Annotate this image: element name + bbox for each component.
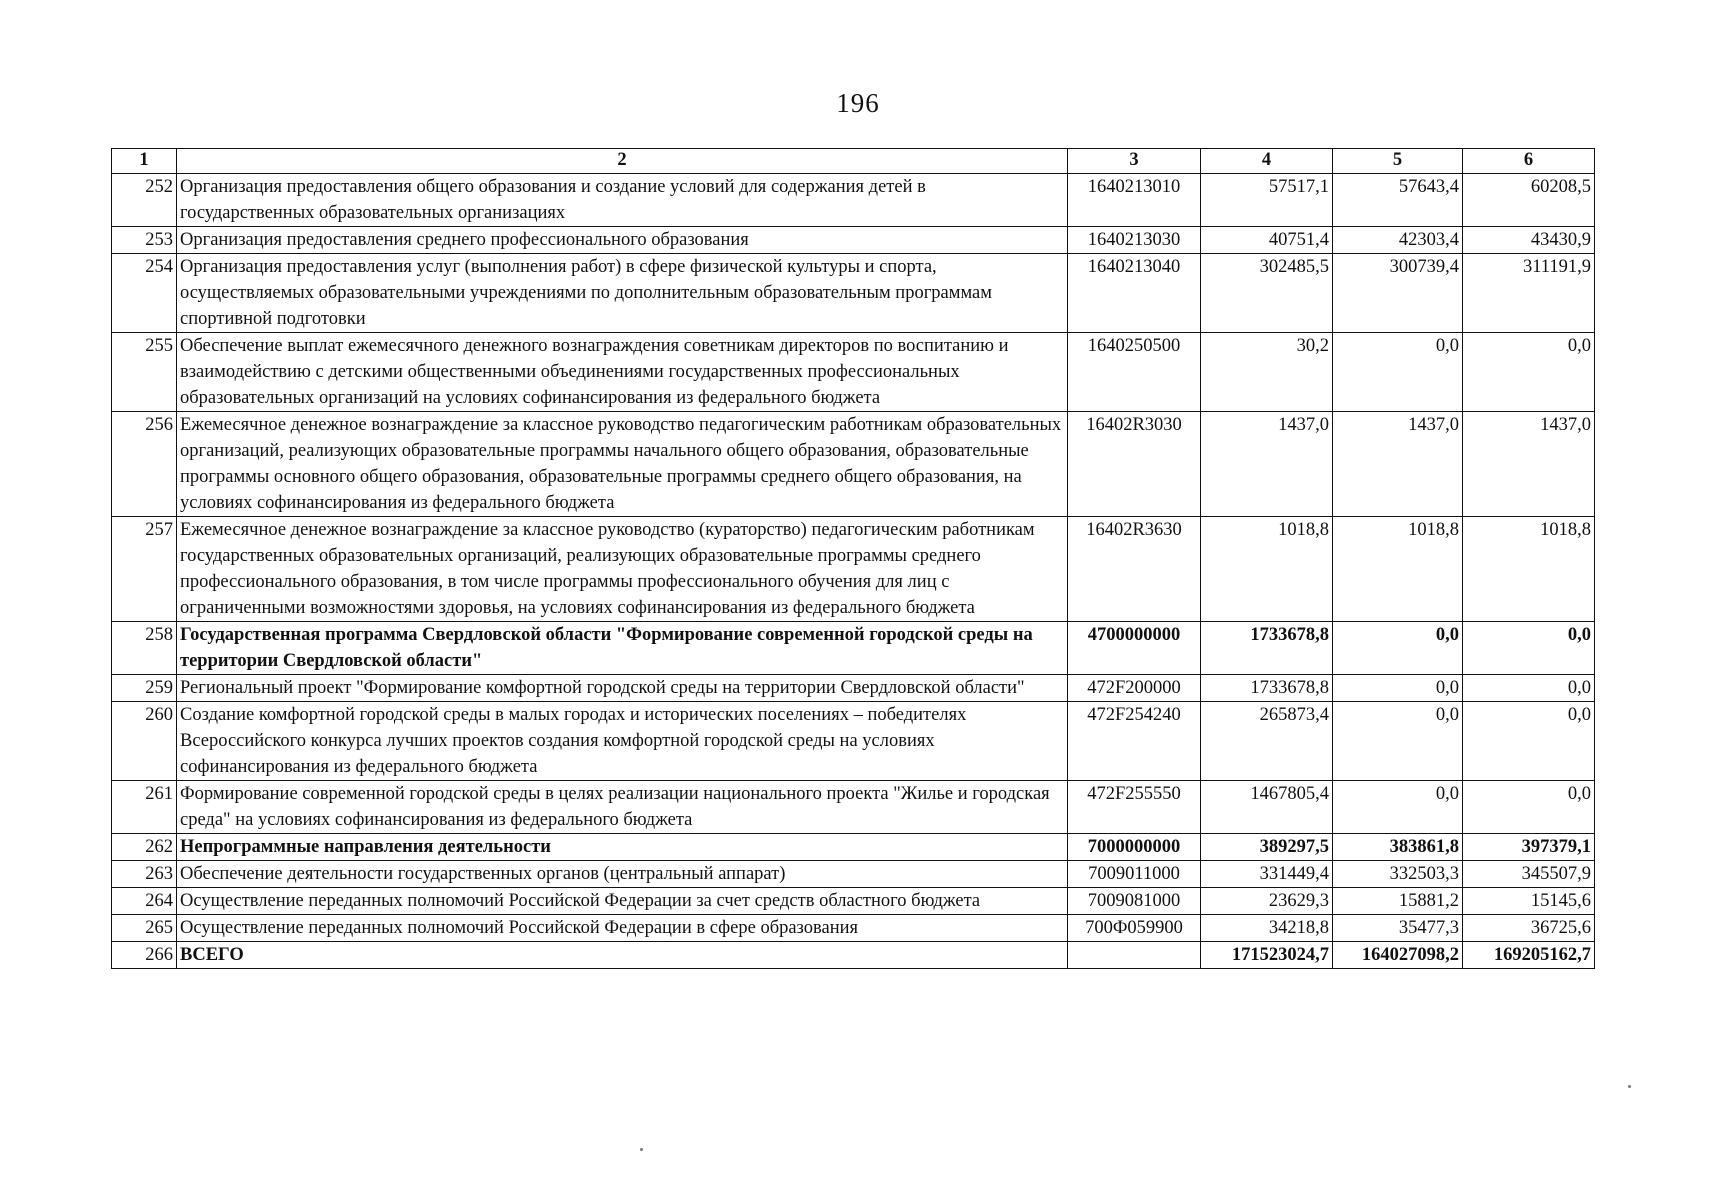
row-value-col5: 35477,3 xyxy=(1333,915,1463,942)
row-value-col4: 1437,0 xyxy=(1201,412,1333,517)
row-value-col4: 389297,5 xyxy=(1201,834,1333,861)
row-value-col6: 43430,9 xyxy=(1463,227,1595,254)
row-value-col4: 23629,3 xyxy=(1201,888,1333,915)
row-value-col6: 0,0 xyxy=(1463,702,1595,781)
row-value-col5: 0,0 xyxy=(1333,781,1463,834)
row-name: Обеспечение деятельности государственных органов (центральный аппарат) xyxy=(177,861,1068,888)
table-row xyxy=(112,517,1595,622)
row-code: 16402R3030 xyxy=(1068,412,1201,517)
row-value-col4: 40751,4 xyxy=(1201,227,1333,254)
row-value-col4: 34218,8 xyxy=(1201,915,1333,942)
row-name: Формирование современной городской среды в целях реализации национального проекта "Жилье и городская среда" на условиях софинансирования из федерального бюджета xyxy=(177,781,1068,834)
row-value-col6: 311191,9 xyxy=(1463,254,1595,333)
row-value-col6: 0,0 xyxy=(1463,333,1595,412)
row-code xyxy=(1068,942,1201,969)
row-code: 1640213040 xyxy=(1068,254,1201,333)
column-header-year2: 5 xyxy=(1333,149,1463,174)
row-number: 264 xyxy=(112,888,177,915)
column-header-year3: 6 xyxy=(1463,149,1595,174)
row-value-col6: 169205162,7 xyxy=(1463,942,1595,969)
row-number: 266 xyxy=(112,942,177,969)
row-number: 261 xyxy=(112,781,177,834)
row-name: Осуществление переданных полномочий Российской Федерации в сфере образования xyxy=(177,915,1068,942)
row-value-col5: 0,0 xyxy=(1333,675,1463,702)
row-name: Организация предоставления услуг (выполнения работ) в сфере физической культуры и спорта, осуществляемых образовательными учреждениями по дополнительным образовательным программам спортивной подготовки xyxy=(177,254,1068,333)
row-name: Ежемесячное денежное вознаграждение за классное руководство педагогическим работникам образовательных организаций, реализующих образовательные программы начального общего образования, образовательные программы основного общего образования, образовательные программы среднего общего образования, на условиях софинансирования из федерального бюджета xyxy=(177,412,1068,517)
table-row xyxy=(112,254,1595,333)
table-row xyxy=(112,834,1595,861)
row-value-col5: 0,0 xyxy=(1333,622,1463,675)
row-code: 700Ф059900 xyxy=(1068,915,1201,942)
row-value-col5: 383861,8 xyxy=(1333,834,1463,861)
row-number: 259 xyxy=(112,675,177,702)
row-value-col5: 42303,4 xyxy=(1333,227,1463,254)
row-value-col5: 0,0 xyxy=(1333,702,1463,781)
row-value-col5: 300739,4 xyxy=(1333,254,1463,333)
row-number: 252 xyxy=(112,174,177,227)
row-value-col5: 1018,8 xyxy=(1333,517,1463,622)
scan-speck xyxy=(1628,1085,1631,1088)
row-number: 260 xyxy=(112,702,177,781)
scan-speck xyxy=(640,1148,643,1151)
row-number: 263 xyxy=(112,861,177,888)
row-name: Обеспечение выплат ежемесячного денежного вознаграждения советникам директоров по воспитанию и взаимодействию с детскими общественными объединениями государственных профессиональных образовательных организаций на условиях софинансирования из федерального бюджета xyxy=(177,333,1068,412)
row-value-col6: 0,0 xyxy=(1463,781,1595,834)
row-number: 254 xyxy=(112,254,177,333)
row-value-col4: 30,2 xyxy=(1201,333,1333,412)
row-name: Организация предоставления среднего профессионального образования xyxy=(177,227,1068,254)
header-row xyxy=(112,149,1595,174)
row-name: Осуществление переданных полномочий Российской Федерации за счет средств областного бюджета xyxy=(177,888,1068,915)
table-row xyxy=(112,888,1595,915)
row-value-col6: 36725,6 xyxy=(1463,915,1595,942)
row-code: 4700000000 xyxy=(1068,622,1201,675)
column-header-num: 1 xyxy=(112,149,177,174)
table-body xyxy=(112,174,1595,969)
row-number: 262 xyxy=(112,834,177,861)
table-row xyxy=(112,942,1595,969)
table-row xyxy=(112,412,1595,517)
row-name: Государственная программа Свердловской области "Формирование современной городской среды на территории Свердловской области" xyxy=(177,622,1068,675)
row-number: 253 xyxy=(112,227,177,254)
table-row xyxy=(112,915,1595,942)
row-code: 7000000000 xyxy=(1068,834,1201,861)
column-header-name: 2 xyxy=(177,149,1068,174)
row-value-col4: 1467805,4 xyxy=(1201,781,1333,834)
row-number: 258 xyxy=(112,622,177,675)
table-row xyxy=(112,622,1595,675)
row-value-col5: 332503,3 xyxy=(1333,861,1463,888)
row-value-col6: 1018,8 xyxy=(1463,517,1595,622)
row-value-col4: 1733678,8 xyxy=(1201,622,1333,675)
table-row xyxy=(112,675,1595,702)
row-value-col5: 164027098,2 xyxy=(1333,942,1463,969)
row-value-col5: 15881,2 xyxy=(1333,888,1463,915)
row-value-col5: 1437,0 xyxy=(1333,412,1463,517)
row-name: ВСЕГО xyxy=(177,942,1068,969)
row-number: 255 xyxy=(112,333,177,412)
row-value-col4: 57517,1 xyxy=(1201,174,1333,227)
row-value-col6: 15145,6 xyxy=(1463,888,1595,915)
row-value-col4: 331449,4 xyxy=(1201,861,1333,888)
row-name: Организация предоставления общего образования и создание условий для содержания детей в государственных образовательных организациях xyxy=(177,174,1068,227)
row-value-col4: 1733678,8 xyxy=(1201,675,1333,702)
row-value-col4: 171523024,7 xyxy=(1201,942,1333,969)
table-row xyxy=(112,174,1595,227)
row-value-col5: 0,0 xyxy=(1333,333,1463,412)
budget-table xyxy=(111,148,1595,969)
row-code: 7009081000 xyxy=(1068,888,1201,915)
table-row xyxy=(112,227,1595,254)
row-value-col4: 1018,8 xyxy=(1201,517,1333,622)
row-value-col6: 1437,0 xyxy=(1463,412,1595,517)
row-code: 7009011000 xyxy=(1068,861,1201,888)
row-value-col4: 302485,5 xyxy=(1201,254,1333,333)
row-number: 265 xyxy=(112,915,177,942)
table-row xyxy=(112,702,1595,781)
row-code: 1640213010 xyxy=(1068,174,1201,227)
row-value-col6: 60208,5 xyxy=(1463,174,1595,227)
row-code: 472F254240 xyxy=(1068,702,1201,781)
row-name: Ежемесячное денежное вознаграждение за классное руководство (кураторство) педагогическим работникам государственных образовательных организаций, реализующих образовательные программы среднего профессионального образования, в том числе программы профессионального обучения для лиц с ограниченными возможностями здоровья, на условиях софинансирования из федерального бюджета xyxy=(177,517,1068,622)
row-value-col4: 265873,4 xyxy=(1201,702,1333,781)
row-number: 256 xyxy=(112,412,177,517)
table-row xyxy=(112,861,1595,888)
row-value-col6: 397379,1 xyxy=(1463,834,1595,861)
row-value-col5: 57643,4 xyxy=(1333,174,1463,227)
row-code: 16402R3630 xyxy=(1068,517,1201,622)
row-code: 472F255550 xyxy=(1068,781,1201,834)
column-header-code: 3 xyxy=(1068,149,1201,174)
page-number: 196 xyxy=(836,88,880,118)
row-value-col6: 0,0 xyxy=(1463,622,1595,675)
table-row xyxy=(112,781,1595,834)
table-row xyxy=(112,333,1595,412)
column-header-year1: 4 xyxy=(1201,149,1333,174)
row-name: Создание комфортной городской среды в малых городах и исторических поселениях – победителях Всероссийского конкурса лучших проектов создания комфортной городской среды на условиях софинансирования из федерального бюджета xyxy=(177,702,1068,781)
row-code: 472F200000 xyxy=(1068,675,1201,702)
row-code: 1640213030 xyxy=(1068,227,1201,254)
row-name: Региональный проект "Формирование комфортной городской среды на территории Свердловской области" xyxy=(177,675,1068,702)
row-name: Непрограммные направления деятельности xyxy=(177,834,1068,861)
row-value-col6: 0,0 xyxy=(1463,675,1595,702)
row-value-col6: 345507,9 xyxy=(1463,861,1595,888)
row-code: 1640250500 xyxy=(1068,333,1201,412)
row-number: 257 xyxy=(112,517,177,622)
